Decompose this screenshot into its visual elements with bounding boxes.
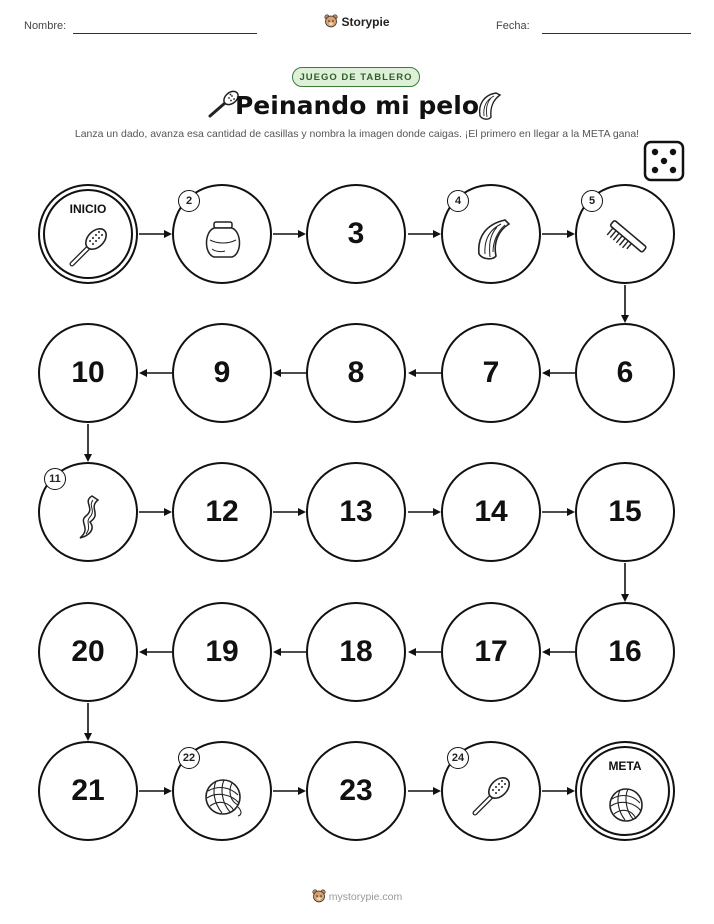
brand-name: Storypie [341,15,390,29]
space-number: 7 [482,356,500,389]
space-number: 19 [205,635,239,668]
footer [0,889,714,903]
page-title: Peinando mi pelo [234,91,479,120]
name-label: Nombre: [24,20,67,32]
space-number: 15 [608,495,642,528]
date-label: Fecha: [496,20,530,32]
wavy-hair-icon [66,494,112,540]
board-space-18[interactable] [306,602,406,702]
space-number: 14 [474,495,508,528]
comb-icon [603,216,649,262]
hair-lock-icon [469,216,515,262]
board-space-7[interactable] [441,323,541,423]
board-space-11[interactable] [38,462,138,562]
board-space-16[interactable] [575,602,675,702]
space-number: 9 [213,356,231,389]
hairbrush-icon [469,773,515,819]
board-space-9[interactable] [172,323,272,423]
board-space-10[interactable] [38,323,138,423]
game-type-badge: JUEGO DE TABLERO [292,67,420,87]
instructions: Lanza un dado, avanza esa cantidad de casillas y nombra la imagen donde caigas. ¡El primero en llegar a la META gana! [74,128,640,140]
board-space-13[interactable] [306,462,406,562]
board-space-8[interactable] [306,323,406,423]
space-number: 4 [447,190,469,212]
board-space-5[interactable] [575,184,675,284]
end-label: META [608,759,642,773]
board-space-6[interactable] [575,323,675,423]
board-space-4[interactable] [441,184,541,284]
space-number: 18 [339,635,373,668]
space-number: 17 [474,635,508,668]
board-space-22[interactable] [172,741,272,841]
board-space-14[interactable] [441,462,541,562]
board-space-start[interactable] [38,184,138,284]
board-space-12[interactable] [172,462,272,562]
space-number: 12 [205,495,239,528]
board-space-23[interactable] [306,741,406,841]
space-number: 22 [178,747,200,769]
space-number: 16 [608,635,642,668]
start-label: INICIO [69,202,107,216]
space-number: 10 [71,356,105,389]
yarn-ball-icon [603,781,649,827]
board-space-end[interactable] [575,741,675,841]
space-number: 13 [339,495,373,528]
board-space-3[interactable] [306,184,406,284]
space-number: 6 [616,356,634,389]
board-space-20[interactable] [38,602,138,702]
board-space-24[interactable] [441,741,541,841]
board-space-21[interactable] [38,741,138,841]
board-space-2[interactable] [172,184,272,284]
board-space-15[interactable] [575,462,675,562]
space-number: 23 [339,774,373,807]
yarn-ball-icon [200,773,246,819]
footer-url[interactable]: mystorypie.com [328,891,403,903]
board-space-17[interactable] [441,602,541,702]
jar-icon [200,216,246,262]
space-number: 21 [71,774,105,807]
board-space-19[interactable] [172,602,272,702]
space-number: 11 [44,468,66,490]
hairbrush-icon [66,224,112,270]
space-number: 5 [581,190,603,212]
bear-icon [312,889,326,903]
space-number: 3 [347,217,365,250]
space-number: 20 [71,635,105,668]
space-number: 2 [178,190,200,212]
space-number: 8 [347,356,365,389]
space-number: 24 [447,747,469,769]
